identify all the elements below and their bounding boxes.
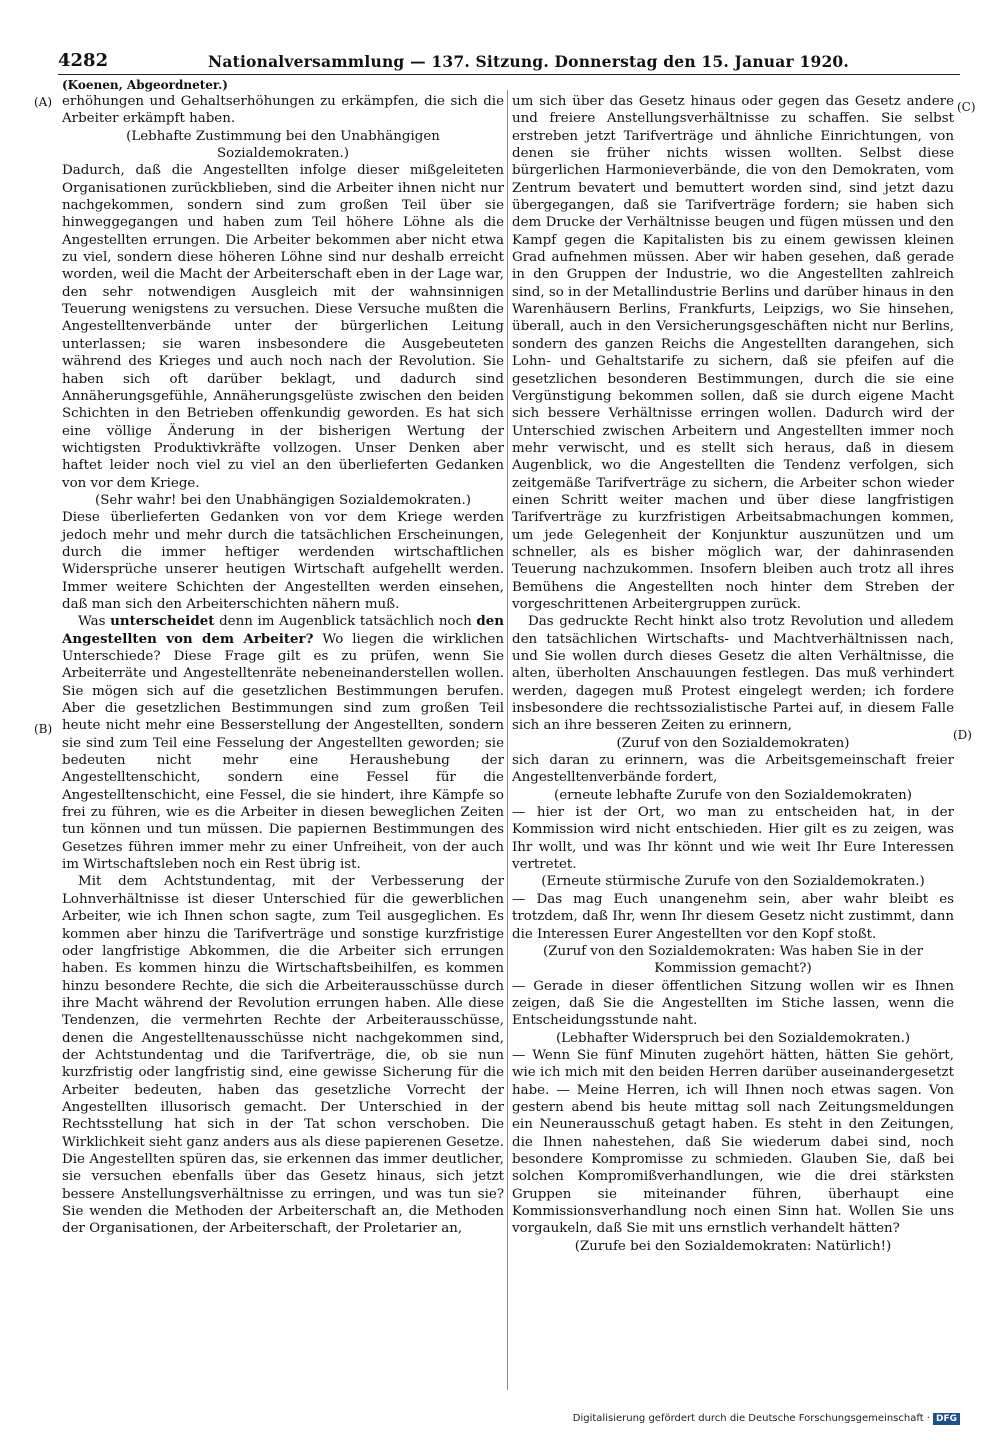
page-header	[58, 50, 960, 75]
footer-text: Digitalisierung gefördert durch die Deutsche Forschungsgemeinschaft ·	[572, 1413, 930, 1424]
right-text-column	[512, 93, 954, 1255]
interjection: (Lebhafter Widerspruch bei den Sozialdemokraten.)	[555, 1030, 911, 1046]
paragraph: — Gerade in dieser öffentlichen Sitzung wollen wir es Ihnen zeigen, daß Sie die Angestellten im Stiche lassen, wenn die Entscheidungsstunde naht.	[512, 978, 954, 1029]
paragraph-text: Was	[78, 614, 111, 630]
paragraph: — Das mag Euch unangenehm sein, aber wahr bleibt es trotzdem, daß Ihr, wenn Ihr diesem Gesetz nicht zustimmt, dann die Interessen Eurer Angestellten vor den Kopf stoßt.	[512, 891, 954, 942]
interjection: (Zurufe bei den Sozialdemokraten: Natürlich!)	[574, 1238, 892, 1254]
paragraph: — Wenn Sie fünf Minuten zugehört hätten, hätten Sie gehört, wie ich mich mit den beiden Herren darüber auseinandergesetzt habe. — Meine Herren, ich will Ihnen noch etwas sagen. Von gestern abend bis heute mittag soll nach Zeitungsmeldungen ein Neunerausschuß getagt haben. Es steht in den Zeitungen, die Ihnen nahestehen, daß Sie wiederum dabei sind, noch besondere Kompromisse zu schmieden. Glauben Sie, daß bei solchen Kompromißverhandlungen, wie die drei stärksten Gruppen sie miteinander führen, überhaupt eine Kommissionsverhandlung noch einen Sinn hat. Wollen Sie uns vorgaukeln, daß Sie mit uns ernstlich verhandelt hätten?	[512, 1047, 954, 1237]
emphasis-text: unterscheidet	[110, 613, 215, 630]
margin-marker-a: (A)	[34, 95, 53, 109]
paragraph: erhöhungen und Gehaltserhöhungen zu erkämpfen, die sich die Arbeiter erkämpft haben.	[62, 94, 504, 127]
paragraph: sich daran zu erinnern, was die Arbeitsgemeinschaft freier Angestelltenverbände fordert,	[512, 753, 954, 786]
paragraph: — hier ist der Ort, wo man zu entscheiden hat, in der Kommission wird nicht entschieden. Hier gilt es zu zeigen, was Ihr wollt, und was Ihr könnt und wie weit Ihr Eure Interessen vertretet.	[512, 805, 954, 873]
margin-marker-b: (B)	[34, 722, 53, 736]
paragraph	[62, 613, 504, 873]
paragraph: Dadurch, daß die Angestellten infolge dieser mißgeleiteten Organisationen zurückblieben, sind die Arbeiter ihnen nicht nur nachgekommen, sondern sind zum großen Teil über sie hinweggegangen und haben zum Teil höhere Löhne als die Angestellten errungen. Die Arbeiter bekommen aber nicht etwa zu viel, sondern diese höheren Löhne sind nur deshalb erreicht worden, weil die Macht der Arbeiterschaft eben in der Lage war, den sehr notwendigen Ausgleich mit der wahnsinnigen Teuerung wenigstens zu versuchen. Diese Versuche mußten die Angestelltenverbände unter der bürgerlichen Leitung unterlassen; sie waren insbesondere die Ausgebeuteten während des Krieges und auch noch nach der Revolution. Sie haben sich oft darüber beklagt, und dadurch sind Annäherungsgefühle, Annäherungsgelüste zwischen den beiden Schichten in den Betrieben offenkundig geworden. Es hat sich eine völlige Änderung in der bisherigen Wertung der wichtigsten Produktivkräfte vollzogen. Unser Denken aber haftet leider noch viel zu viel an den überlieferten Gedanken von vor dem Kriege.	[62, 163, 504, 491]
column-divider	[507, 90, 508, 1390]
paragraph: um sich über das Gesetz hinaus oder gegen das Gesetz andere und freiere Anstellungsverhältnisse zu schaffen. Sie selbst erstreben jetzt Tarifverträge und ähnliche Einrichtungen, von denen sie früher nichts wissen wollten. Selbst diese bürgerlichen Harmonieverbände, die von den Demokraten, vom Zentrum bevatert und bemuttert worden sind, sind jetzt dazu übergegangen, daß sie Tarifverträge fordern; sie haben sich dem Drucke der Verhältnisse beugen und fügen müssen und den Kampf gegen die Kapitalisten bis zu einem gewissen kleinen Grad aufnehmen müssen. Aber wir haben gesehen, daß gerade in den Gruppen der Industrie, wo die Angestellten zahlreich sind, so in der Metallindustrie Berlins und darüber hinaus in den Warenhäusern Berlins, Frankfurts, Leipzigs, wo Sie hinsehen, überall, auch in den Versicherungsgeschäften nicht nur Berlins, sondern des ganzen Reichs die Angestellten darangehen, sich Lohn- und Gehaltstarife zu sichern, daß sie pfeifen auf die gesetzlichen besonderen Bestimmungen, durch die sie eine Vergünstigung bekommen sollen, daß sie durch eigene Macht sich bessere Verhältnisse erringen wollen. Dadurch wird der Unterschied zwischen Arbeitern und Angestellten immer noch mehr verwischt, und es stellt sich heraus, daß in diesem Augenblick, wo die Angestellten die Tendenz verfolgen, sich zeitgemäße Tarifverträge zu sichern, die Arbeiter schon wieder einen Schritt weiter machen und über diese langfristigen Tarifverträge zu kurzfristigen Arbeitsabmachungen kommen, um jede Gelegenheit der Konjunktur auszunützen und um schneller, als es bisher möglich war, der dahinrasenden Teuerung nachzukommen. Insofern bleiben auch trotz all ihres Bemühens die Angestellten noch hinter dem Streben der vorgeschrittenen Arbeitergruppen zurück.	[512, 94, 955, 612]
paragraph-text: Wo liegen die wirklichen Unterschiede? Diese Frage gilt es zu prüfen, wenn Sie Arbeiterräte und Angestelltenräte nebeneinanderstellen wollen. Sie mögen sich auf die gesetzlichen Bestimmungen berufen. Aber die gesetzlichen Bestimmungen sind zum großen Teil heute nicht mehr eine Besserstellung der Angestellten, sondern sie sind zum Teil eine Fesselung der Angestellten geworden; sie bedeuten nicht mehr eine Heraushebung der Angestelltenschicht, sondern eine Fessel für die Angestelltenschicht, eine Fessel, die sie hindert, ihre Kämpfe so frei zu führen, wie es die Arbeiter in diesen beweglichen Zeiten tun können und tun müssen. Die papiernen Bestimmungen des Gesetzes führen immer mehr zu einer Unfreiheit, von der auch im Wirtschaftsleben noch ein Rest übrig ist.	[62, 631, 504, 873]
paragraph-text: denn im Augenblick tatsächlich noch	[214, 614, 477, 630]
running-head: Nationalversammlung — 137. Sitzung. Donnerstag den 15. Januar 1920.	[208, 52, 850, 71]
page-number: 4282	[58, 50, 109, 71]
paragraph: Diese überlieferten Gedanken von vor dem Kriege werden jedoch mehr und mehr durch die tatsächlichen Erscheinungen, durch die immer heftiger werdenden wirtschaftlichen Widersprüche unserer heutigen Wirtschaft aufgehellt werden. Immer weitere Schichten der Angestellten werden einsehen, daß man sich den Arbeiterschichten nähern muß.	[62, 510, 504, 612]
interjection: (Sehr wahr! bei den Unabhängigen Sozialdemokraten.)	[94, 492, 472, 508]
dfg-logo: DFG	[933, 1413, 960, 1425]
interjection: (erneute lebhafte Zurufe von den Sozialdemokraten)	[554, 787, 912, 803]
interjection: (Lebhafte Zustimmung bei den Unabhängigen Sozialdemokraten.)	[126, 128, 440, 162]
footer-credit	[573, 1413, 960, 1425]
emphasis-text: den Angestellten von dem Arbeiter?	[62, 613, 504, 647]
paragraph: Das gedruckte Recht hinkt also trotz Revolution und alledem den tatsächlichen Wirtschafts- und Machtverhältnissen nach, und Sie wollen durch dieses Gesetz die alten Verhältnisse, die alten, überholten Anschauungen festlegen. Das muß verhindert werden, dagegen muß Protest eingelegt werden; ich fordere insbesondere die rechtssozialistische Partei auf, in diesem Falle sich an ihre besseren Zeiten zu erinnern,	[512, 614, 954, 734]
margin-marker-d: (D)	[953, 728, 972, 742]
interjection: (Zuruf von den Sozialdemokraten: Was haben Sie in der Kommission gemacht?)	[543, 943, 923, 977]
interjection: (Zuruf von den Sozialdemokraten)	[616, 735, 850, 751]
paragraph: Mit dem Achtstundentag, mit der Verbesserung der Lohnverhältnisse ist dieser Unterschied für die gewerblichen Arbeiter, wie ich Ihnen schon sagte, zum Teil ausgeglichen. Es kommen aber hinzu die Tarifverträge und sonstige kurzfristige oder langfristige Abkommen, die die Arbeiter sich errungen haben. Es kommen hinzu die Wirtschaftsbeihilfen, es kommen hinzu besondere Rechte, die sich die Arbeiterausschüsse durch ihre Macht während der Revolution errungen haben. Alle diese Tendenzen, die vermehrten Rechte der Arbeiterausschüsse, denen die Angestelltenausschüsse nicht nachgekommen sind, der Achtstundentag und die Tarifverträge, die, ob sie nun kurzfristig oder langfristig sind, eine gewisse Sicherung für die Arbeiter bedeuten, haben das gesetzliche Vorrecht der Angestellten illusorisch gemacht. Der Unterschied in der Rechtsstellung hat sich in der Tat schon verschoben. Die Wirklichkeit sieht ganz anders aus als diese papierenen Gesetze. Die Angestellten spüren das, sie erkennen das immer deutlicher, sie versuchen ebenfalls über das Gesetz hinaus, sich jetzt bessere Anstellungsverhältnisse zu erringen, und was tun sie? Sie wenden die Methoden der Arbeiterschaft an, die Methoden der Organisationen, der Arbeiterschaft, der Proletarier an,	[62, 874, 504, 1237]
margin-marker-c: (C)	[957, 100, 976, 114]
left-text-column	[62, 93, 504, 1238]
interjection: (Erneute stürmische Zurufe von den Sozialdemokraten.)	[541, 874, 925, 890]
speaker-label: (Koenen, Abgeordneter.)	[62, 78, 228, 92]
